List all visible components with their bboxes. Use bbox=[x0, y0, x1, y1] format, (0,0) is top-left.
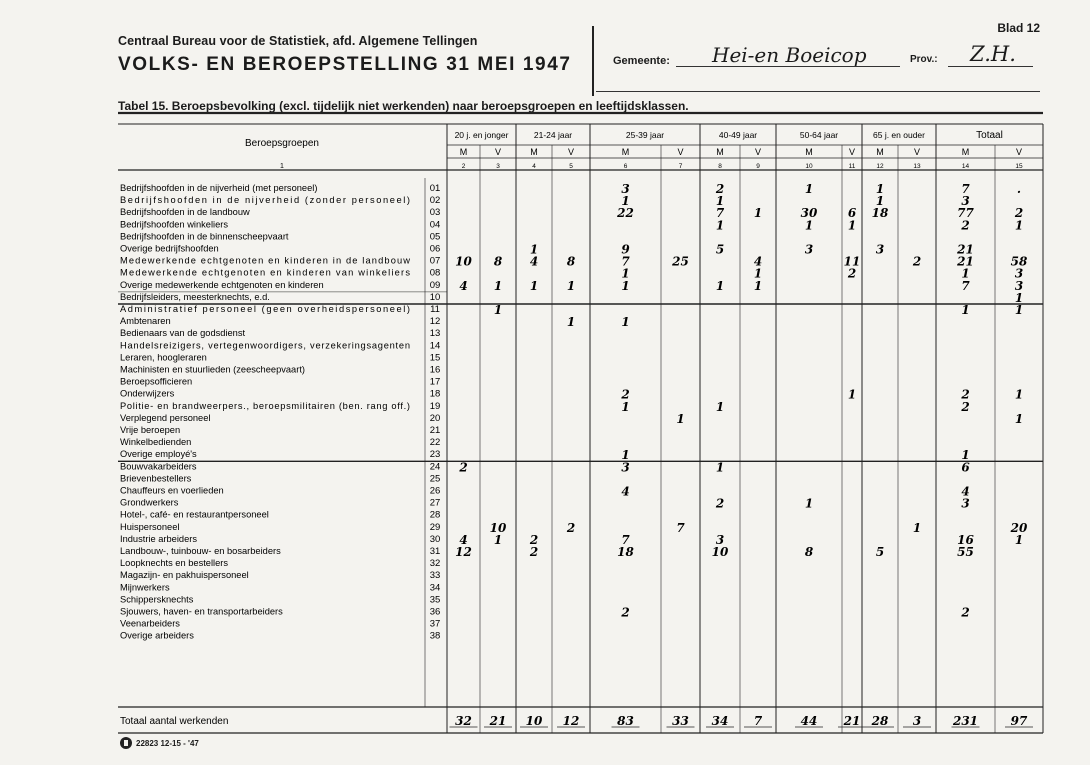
row-number: 30 bbox=[429, 533, 441, 545]
sex-label: M bbox=[459, 147, 468, 157]
handwritten-value: 10 bbox=[711, 545, 729, 559]
sex-label: V bbox=[677, 147, 684, 157]
row-number: 25 bbox=[429, 473, 441, 485]
row-label: Huispersoneel bbox=[120, 521, 180, 532]
handwritten-value: 2 bbox=[1014, 206, 1024, 221]
row-label: Beroepsofficieren bbox=[120, 376, 193, 387]
handwritten-value: 4 bbox=[529, 254, 539, 269]
handwritten-value: 1 bbox=[621, 266, 630, 281]
row-label: Mijnwerkers bbox=[120, 582, 170, 593]
handwritten-value: 8 bbox=[493, 254, 503, 269]
column-number: 14 bbox=[961, 163, 970, 170]
row-label: Handelsreizigers, vertegenwoordigers, verzekeringsagenten bbox=[120, 340, 410, 351]
handwritten-value: 1 bbox=[1014, 387, 1024, 402]
total-value: 83 bbox=[617, 714, 634, 728]
row-label: Chauffeurs en voerlieden bbox=[120, 485, 224, 496]
row-label: Sjouwers, haven- en transportarbeiders bbox=[120, 606, 283, 617]
total-value: 34 bbox=[711, 714, 729, 728]
row-number: 14 bbox=[429, 340, 441, 352]
row-label: Bedienaars van de godsdienst bbox=[120, 328, 246, 339]
row-label: Brievenbestellers bbox=[120, 473, 192, 484]
row-label: Verplegend personeel bbox=[120, 412, 211, 423]
handwritten-value: 1 bbox=[847, 387, 857, 402]
handwritten-value: 21 bbox=[957, 254, 974, 269]
footer-code-text: 22823 12-15 - '47 bbox=[136, 738, 199, 748]
handwritten-value: 3 bbox=[875, 242, 885, 257]
total-value: 3 bbox=[912, 714, 922, 728]
handwritten-value: 1 bbox=[715, 194, 725, 209]
row-label: Magazijn- en pakhuispersoneel bbox=[120, 570, 249, 581]
handwritten-value: 4 bbox=[753, 254, 763, 269]
handwritten-value: 7 bbox=[715, 206, 725, 221]
sex-label: M bbox=[961, 147, 970, 157]
handwritten-value: 1 bbox=[847, 218, 857, 233]
row-number: 11 bbox=[430, 304, 440, 315]
age-group-label: 40-49 jaar bbox=[718, 130, 758, 140]
handwritten-value: 18 bbox=[871, 206, 889, 221]
handwritten-value: 10 bbox=[489, 520, 507, 535]
row-number: 04 bbox=[429, 219, 441, 231]
gemeente-value: Hei-en Boeicop bbox=[712, 43, 867, 67]
handwritten-value: 11 bbox=[843, 254, 861, 269]
row-number: 17 bbox=[429, 376, 441, 388]
column-number: 11 bbox=[848, 163, 856, 170]
handwritten-value: 1 bbox=[1014, 411, 1024, 426]
handwritten-value: 8 bbox=[566, 254, 576, 269]
row-label: Schippersknechts bbox=[120, 594, 194, 605]
handwritten-value: 1 bbox=[493, 303, 503, 317]
row-number: 16 bbox=[429, 364, 441, 376]
row-label: Ambtenaren bbox=[120, 316, 171, 327]
row-number: 26 bbox=[429, 485, 441, 497]
row-label: Bedrijfshoofden in de nijverheid (zonder personeel) bbox=[120, 195, 411, 206]
handwritten-value: 2 bbox=[912, 254, 922, 269]
sex-label: V bbox=[848, 147, 856, 157]
sex-label: M bbox=[876, 147, 884, 157]
handwritten-value: 1 bbox=[621, 194, 630, 209]
row-label: Hotel-, café- en restaurantpersoneel bbox=[120, 509, 269, 520]
group-header-label: Beroepsgroepen bbox=[245, 138, 319, 149]
column-number: 3 bbox=[496, 163, 500, 170]
row-number: 37 bbox=[429, 618, 441, 630]
column-number: 10 bbox=[805, 163, 813, 170]
total-value: 44 bbox=[800, 714, 818, 728]
handwritten-value: 30 bbox=[800, 206, 818, 221]
row-label: Administratief personeel (geen overheidspersoneel) bbox=[120, 304, 410, 314]
handwritten-value: 1 bbox=[566, 315, 576, 330]
row-label: Politie- en brandweerpers., beroepsmilitairen (ben. rang off.) bbox=[120, 400, 411, 411]
handwritten-value: 18 bbox=[617, 545, 634, 559]
total-value: 21 bbox=[489, 714, 507, 728]
handwritten-value: 1 bbox=[493, 532, 503, 547]
sex-label: V bbox=[567, 147, 575, 157]
column-number: 9 bbox=[756, 163, 760, 170]
row-number: 35 bbox=[429, 594, 441, 606]
sex-label: M bbox=[716, 147, 724, 157]
row-number: 23 bbox=[429, 449, 441, 461]
handwritten-value: 1 bbox=[621, 315, 630, 330]
footer-print-code bbox=[120, 737, 199, 749]
handwritten-value: 1 bbox=[529, 242, 539, 257]
handwritten-value: 21 bbox=[957, 242, 974, 257]
row-number: 24 bbox=[429, 461, 441, 473]
printer-logo-icon bbox=[120, 737, 132, 749]
handwritten-value: 4 bbox=[459, 532, 468, 547]
row-label: Bedrijfshoofden in de landbouw bbox=[120, 207, 250, 218]
handwritten-value: 8 bbox=[804, 545, 814, 559]
handwritten-value: 2 bbox=[961, 399, 970, 414]
handwritten-value: 2 bbox=[847, 266, 857, 281]
sex-label: V bbox=[754, 147, 762, 157]
age-group-label: 21-24 jaar bbox=[533, 130, 573, 140]
row-label: Landbouw-, tuinbouw- en bosarbeiders bbox=[120, 546, 281, 556]
row-label: Leraren, hoogleraren bbox=[120, 352, 207, 363]
column-number: 8 bbox=[718, 163, 722, 170]
handwritten-value: 1 bbox=[1014, 303, 1024, 317]
row-number: 36 bbox=[429, 606, 441, 618]
age-group-label: 50-64 jaar bbox=[799, 130, 839, 140]
handwritten-value: 2 bbox=[529, 532, 539, 547]
total-value: 32 bbox=[455, 714, 472, 728]
handwritten-value: 3 bbox=[1014, 278, 1024, 293]
row-number: 06 bbox=[429, 243, 441, 255]
handwritten-value: 5 bbox=[875, 545, 885, 559]
handwritten-value: 22 bbox=[617, 206, 634, 221]
handwritten-value: 55 bbox=[957, 545, 974, 559]
handwritten-value: 3 bbox=[621, 460, 630, 475]
column-number: 1 bbox=[280, 163, 284, 170]
total-value: 231 bbox=[952, 714, 979, 728]
handwritten-value: 2 bbox=[621, 387, 630, 402]
total-value: 10 bbox=[525, 714, 543, 728]
row-label: Medewerkende echtgenoten en kinderen van winkeliers bbox=[120, 267, 410, 278]
age-group-label: Totaal bbox=[976, 130, 1003, 141]
row-label: Onderwijzers bbox=[120, 388, 175, 399]
handwritten-value: 20 bbox=[1010, 520, 1028, 535]
row-label: Vrije beroepen bbox=[120, 425, 181, 435]
age-group-label: 20 j. en jonger bbox=[454, 130, 509, 140]
row-number: 21 bbox=[429, 425, 441, 436]
handwritten-value: 1 bbox=[621, 278, 630, 293]
row-number: 22 bbox=[429, 437, 441, 449]
handwritten-value: 6 bbox=[961, 460, 970, 475]
handwritten-value: 2 bbox=[621, 605, 630, 620]
row-number: 05 bbox=[429, 231, 441, 243]
column-number: 12 bbox=[876, 163, 884, 170]
row-label: Overige employé's bbox=[120, 449, 197, 460]
total-value: 7 bbox=[753, 714, 763, 728]
row-number: 18 bbox=[429, 388, 441, 400]
handwritten-value: 9 bbox=[621, 242, 630, 257]
row-number: 07 bbox=[429, 255, 441, 267]
handwritten-value: 7 bbox=[621, 254, 630, 269]
row-number: 20 bbox=[429, 412, 441, 424]
table-title: Tabel 15. Beroepsbevolking (excl. tijdelijk niet werkenden) naar beroepsgroepen en leeftijdsklassen. bbox=[118, 99, 689, 113]
handwritten-value: 1 bbox=[1014, 290, 1024, 305]
row-number: 09 bbox=[429, 279, 441, 291]
handwritten-value: 2 bbox=[961, 387, 970, 402]
total-value: 12 bbox=[562, 714, 580, 728]
handwritten-value: 7 bbox=[621, 532, 630, 547]
handwritten-value: . bbox=[1016, 182, 1022, 196]
handwritten-value: 1 bbox=[1014, 218, 1024, 233]
row-number: 32 bbox=[429, 558, 441, 570]
handwritten-value: 1 bbox=[715, 399, 725, 414]
row-label: Machinisten en stuurlieden (zeescheepvaart) bbox=[120, 364, 306, 375]
row-number: 08 bbox=[429, 267, 441, 279]
column-number: 6 bbox=[623, 163, 628, 170]
handwritten-value: 3 bbox=[961, 194, 970, 209]
age-group-label: 25-39 jaar bbox=[625, 130, 665, 140]
handwritten-value: 16 bbox=[957, 532, 974, 547]
handwritten-value: 2 bbox=[529, 545, 539, 559]
handwritten-value: 1 bbox=[961, 448, 970, 463]
handwritten-value: 1 bbox=[715, 218, 725, 233]
sex-label: M bbox=[805, 147, 813, 157]
row-number: 27 bbox=[429, 497, 441, 509]
handwritten-value: 10 bbox=[455, 254, 472, 269]
handwritten-value: 5 bbox=[715, 242, 725, 257]
handwritten-value: 1 bbox=[621, 448, 630, 463]
handwritten-value: 1 bbox=[961, 303, 970, 317]
handwritten-value: 1 bbox=[529, 278, 539, 293]
row-number: 33 bbox=[429, 570, 441, 582]
row-label: Industrie arbeiders bbox=[120, 533, 197, 544]
bureau-name: Centraal Bureau voor de Statistiek, afd. Algemene Tellingen bbox=[118, 34, 478, 48]
row-number: 15 bbox=[429, 352, 441, 364]
total-value: 21 bbox=[843, 714, 861, 728]
handwritten-value: 1 bbox=[715, 278, 725, 293]
row-number: 29 bbox=[429, 521, 441, 533]
sex-label: M bbox=[621, 147, 630, 157]
handwritten-value: 1 bbox=[566, 278, 576, 293]
age-group-label: 65 j. en ouder bbox=[873, 130, 925, 140]
handwritten-value: 1 bbox=[804, 182, 814, 196]
sex-label: M bbox=[530, 147, 538, 157]
row-label: Bedrijfshoofden in de nijverheid (met personeel) bbox=[120, 183, 318, 193]
handwritten-value: 1 bbox=[961, 266, 970, 281]
province-label: Prov.: bbox=[910, 54, 938, 65]
row-label: Medewerkende echtgenoten en kinderen in de landbouw bbox=[120, 255, 411, 266]
gemeente-label: Gemeente: bbox=[613, 55, 670, 67]
handwritten-value: 1 bbox=[804, 496, 814, 511]
census-title: VOLKS- EN BEROEPSTELLING 31 MEI 1947 bbox=[118, 54, 572, 75]
row-number: 03 bbox=[429, 207, 441, 219]
handwritten-value: 2 bbox=[961, 218, 970, 233]
handwritten-value: 3 bbox=[715, 532, 725, 547]
handwritten-value: 2 bbox=[715, 496, 725, 511]
column-number: 13 bbox=[913, 163, 921, 170]
row-number: 28 bbox=[429, 509, 441, 521]
total-value: 28 bbox=[871, 714, 889, 728]
sex-label: V bbox=[1015, 147, 1023, 157]
total-value: 97 bbox=[1010, 714, 1028, 728]
handwritten-value: 25 bbox=[672, 254, 689, 269]
column-number: 7 bbox=[678, 163, 683, 170]
handwritten-value: 4 bbox=[459, 278, 468, 293]
handwritten-value: 1 bbox=[715, 460, 725, 475]
row-label: Overige medewerkende echtgenoten en kinderen bbox=[120, 279, 324, 290]
sheet-number: Blad 12 bbox=[997, 21, 1040, 35]
row-number: 13 bbox=[429, 328, 441, 340]
province-value: Z.H. bbox=[970, 42, 1016, 66]
handwritten-value: 1 bbox=[493, 278, 503, 293]
column-number: 4 bbox=[532, 163, 536, 170]
handwritten-value: 3 bbox=[1014, 266, 1024, 281]
row-label: Bedrijfshoofden winkeliers bbox=[120, 219, 229, 230]
handwritten-value: 1 bbox=[621, 399, 630, 414]
handwritten-value: 7 bbox=[961, 182, 970, 196]
handwritten-value: 2 bbox=[459, 460, 468, 475]
column-number: 5 bbox=[569, 163, 573, 170]
handwritten-value: 7 bbox=[961, 278, 970, 293]
row-label: Veenarbeiders bbox=[120, 618, 180, 629]
row-number: 10 bbox=[429, 291, 441, 303]
row-label: Bouwvakarbeiders bbox=[120, 461, 197, 472]
handwritten-value: 1 bbox=[804, 218, 814, 233]
handwritten-value: 7 bbox=[676, 520, 685, 535]
handwritten-value: 2 bbox=[715, 182, 725, 196]
row-number: 12 bbox=[429, 316, 441, 328]
total-value: 33 bbox=[672, 714, 689, 728]
handwritten-value: 12 bbox=[455, 545, 472, 559]
row-label: Overige bedrijfshoofden bbox=[120, 243, 219, 254]
sex-label: V bbox=[494, 147, 502, 157]
handwritten-value: 77 bbox=[957, 206, 974, 221]
row-number: 31 bbox=[429, 546, 441, 557]
handwritten-value: 1 bbox=[912, 520, 922, 535]
handwritten-value: 58 bbox=[1010, 254, 1028, 269]
handwritten-value: 6 bbox=[847, 206, 857, 221]
sex-label: V bbox=[913, 147, 921, 157]
column-number: 2 bbox=[461, 163, 466, 170]
handwritten-value: 1 bbox=[676, 411, 685, 426]
handwritten-value: 1 bbox=[753, 206, 763, 221]
handwritten-value: 1 bbox=[875, 182, 885, 196]
row-label: Bedrijfsleiders, meesterknechts, e.d. bbox=[120, 291, 270, 302]
row-label: Loopknechts en bestellers bbox=[120, 558, 229, 569]
row-number: 34 bbox=[429, 582, 441, 594]
row-number: 01 bbox=[429, 183, 441, 194]
row-number: 19 bbox=[429, 400, 441, 412]
row-label: Winkelbedienden bbox=[120, 437, 192, 448]
handwritten-value: 3 bbox=[961, 496, 970, 511]
handwritten-value: 1 bbox=[875, 194, 885, 209]
handwritten-value: 3 bbox=[621, 182, 630, 196]
handwritten-value: 1 bbox=[753, 266, 763, 281]
row-label: Overige arbeiders bbox=[120, 630, 194, 641]
handwritten-value: 2 bbox=[566, 520, 576, 535]
handwritten-value: 3 bbox=[804, 242, 814, 257]
row-number: 38 bbox=[429, 630, 441, 642]
handwritten-value: 1 bbox=[1014, 532, 1024, 547]
row-label: Grondwerkers bbox=[120, 497, 179, 508]
handwritten-value: 2 bbox=[961, 605, 970, 620]
handwritten-value: 4 bbox=[621, 484, 630, 499]
row-label: Bedrijfshoofden in de binnenscheepvaart bbox=[120, 231, 289, 242]
column-number: 15 bbox=[1015, 163, 1023, 170]
row-number: 02 bbox=[429, 195, 441, 207]
handwritten-value: 4 bbox=[961, 484, 970, 499]
handwritten-value: 1 bbox=[753, 278, 763, 293]
total-label: Totaal aantal werkenden bbox=[120, 716, 229, 727]
